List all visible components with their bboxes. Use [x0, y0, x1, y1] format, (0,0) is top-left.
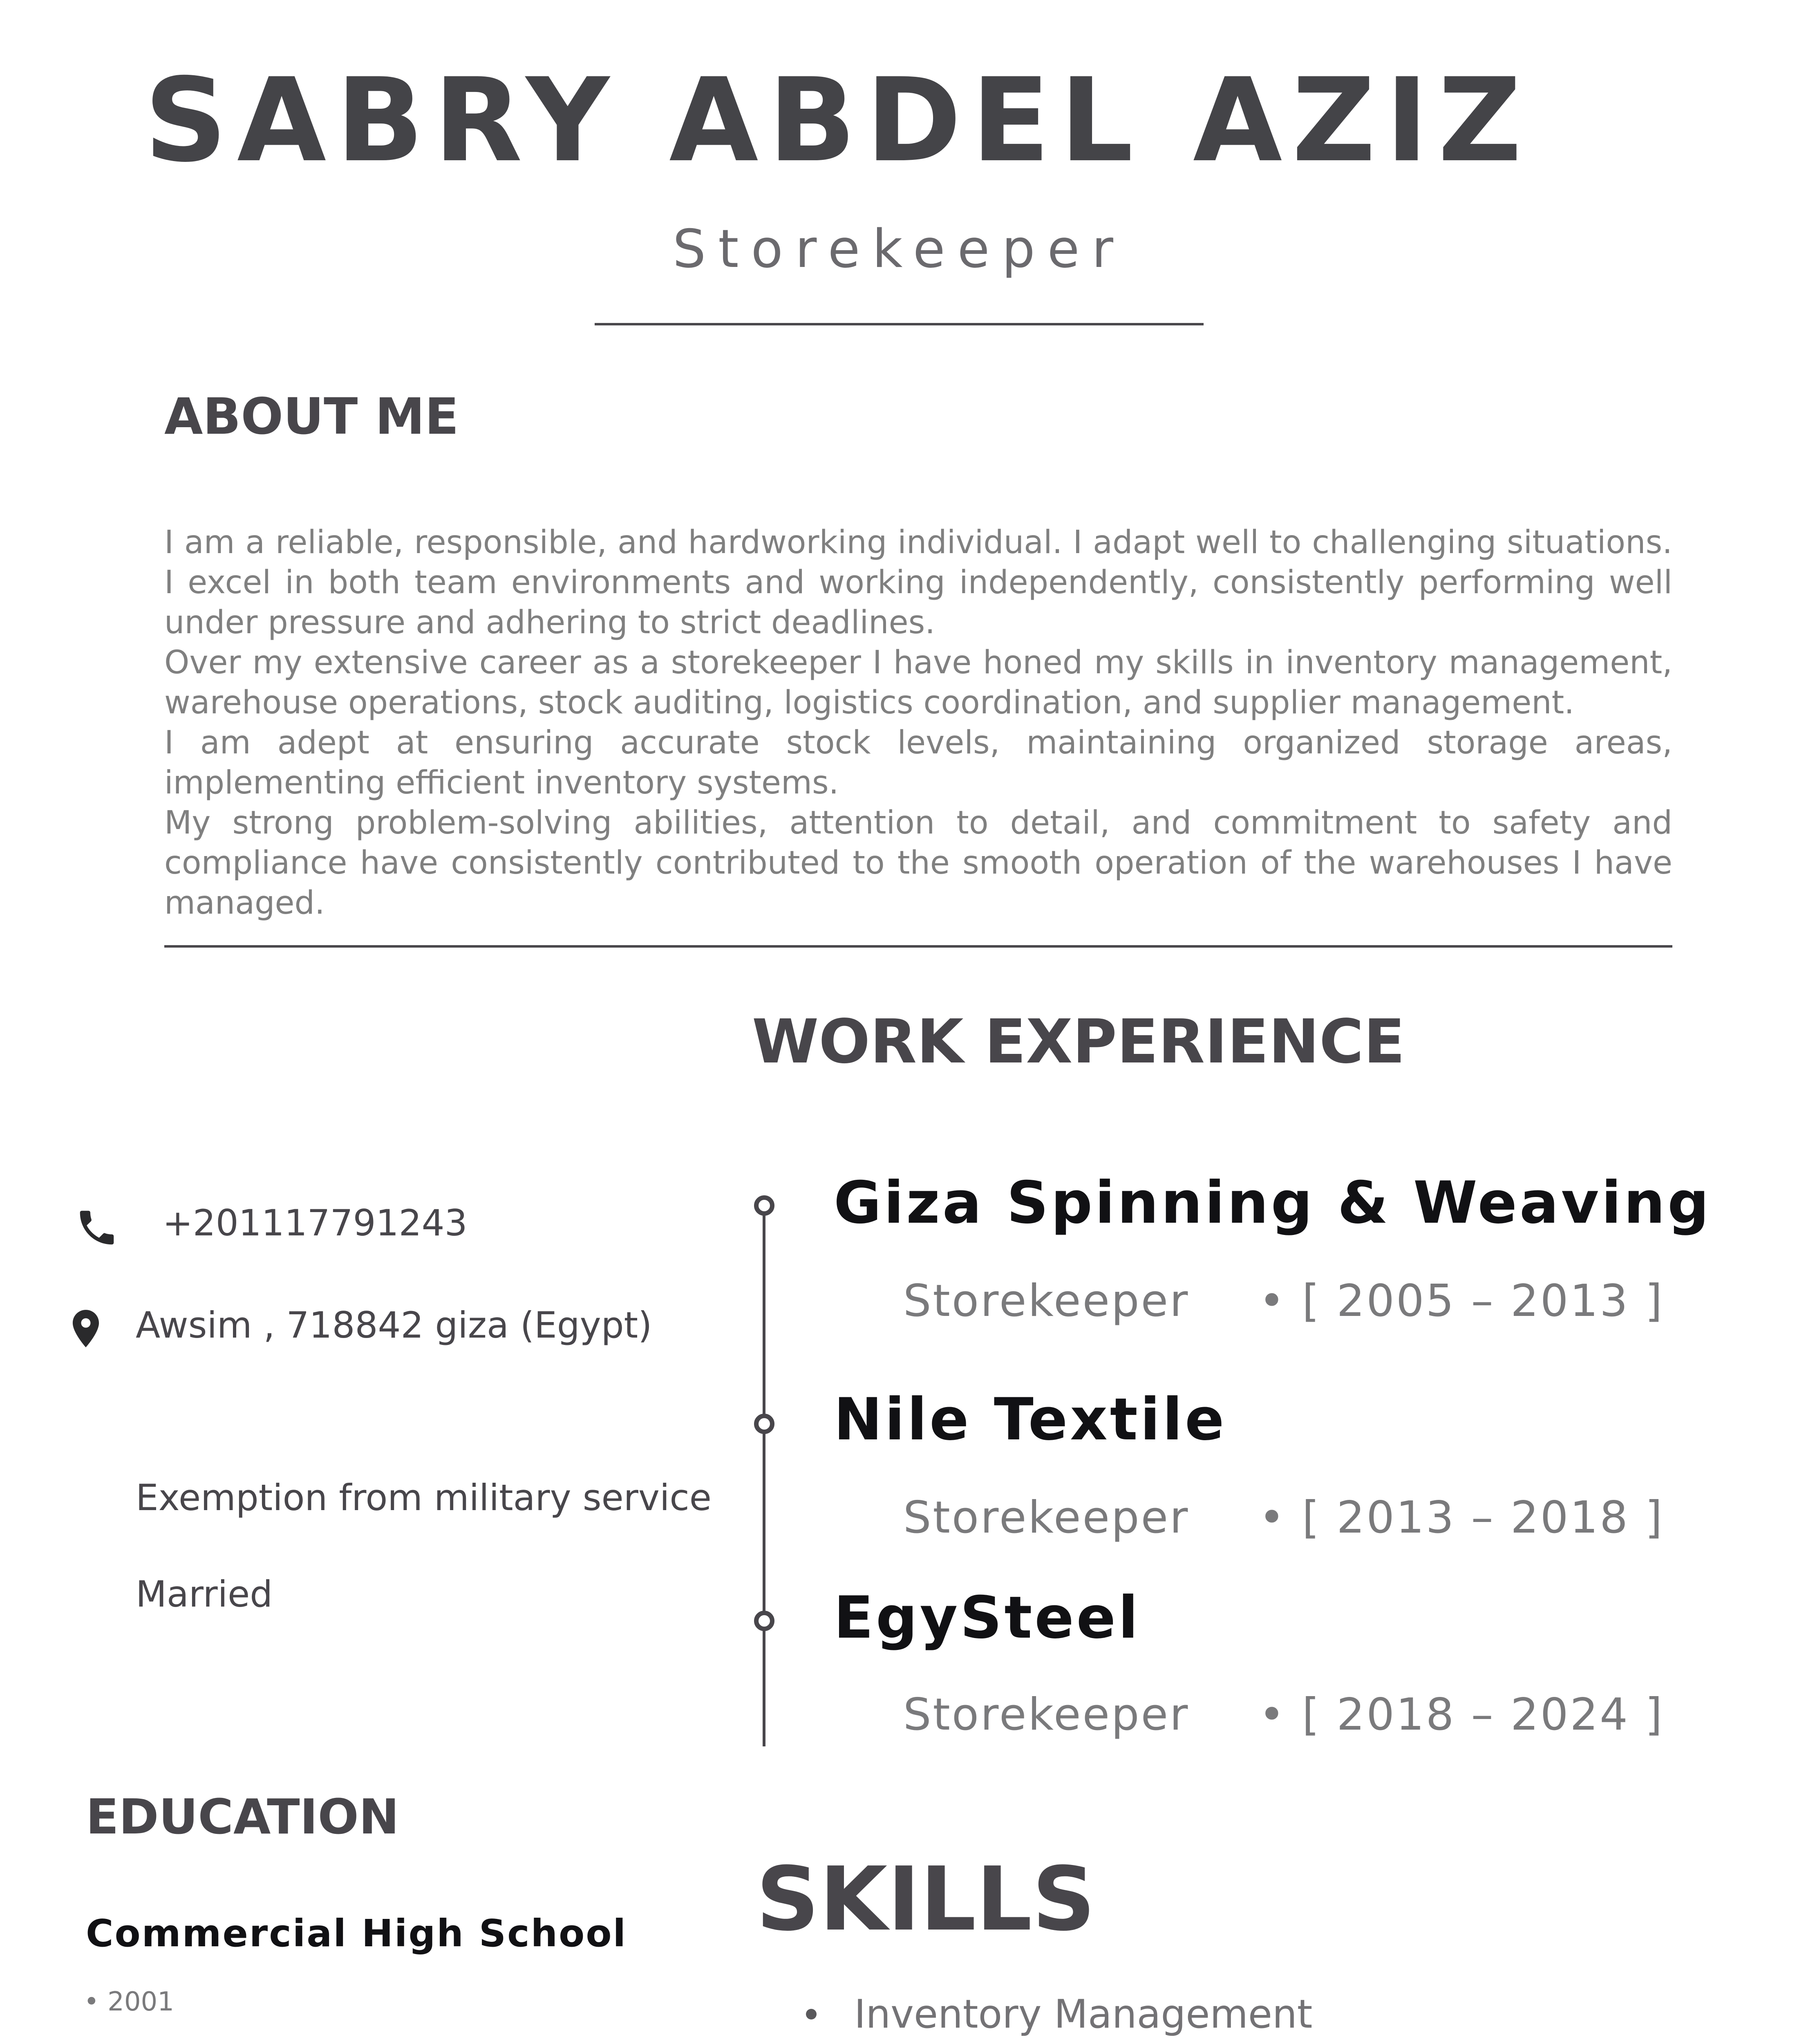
marital-status: Married: [136, 1573, 273, 1615]
timeline-dot: [754, 1195, 774, 1216]
job-role: Storekeeper: [903, 1492, 1190, 1543]
job-company: Nile Textile: [834, 1386, 1227, 1453]
skill-item: Inventory Management: [854, 1986, 1449, 2042]
job-years: • [ 2013 – 2018 ]: [1259, 1492, 1664, 1543]
phone-number: +201117791243: [163, 1202, 468, 1244]
skill-item: [854, 2042, 1449, 2044]
address: Awsim , 718842 giza (Egypt): [136, 1304, 652, 1346]
job-years: • [ 2018 – 2024 ]: [1259, 1689, 1664, 1740]
skills-list: [854, 1986, 1449, 2044]
phone-icon: [74, 1205, 119, 1250]
school-name: Commercial High School: [86, 1912, 627, 1955]
candidate-title: Storekeeper: [673, 219, 1126, 280]
job-role: Storekeeper: [903, 1275, 1190, 1327]
about-divider: [164, 945, 1672, 948]
job-company: EgySteel: [834, 1584, 1141, 1652]
title-divider: [595, 323, 1204, 325]
work-heading: WORK EXPERIENCE: [752, 1006, 1405, 1077]
skills-heading: SKILLS: [756, 1848, 1096, 1950]
about-paragraph: Over my extensive career as a storekeeper I have honed my skills in inventory management, warehouse operations, stock auditing, logistics coordination, and supplier management.: [164, 644, 1672, 721]
about-paragraph: I am a reliable, responsible, and hardworking individual. I adapt well to challenging situations. I excel in both team environments and working independently, consistently performing well under pressure and adhering to strict deadlines.: [164, 524, 1672, 641]
military-status: Exemption from military service: [136, 1477, 712, 1519]
timeline-dot: [754, 1414, 774, 1434]
location-pin-icon: [63, 1306, 108, 1351]
about-body: [164, 522, 1672, 923]
job-role: Storekeeper: [903, 1689, 1190, 1740]
about-heading: ABOUT ME: [164, 388, 459, 446]
job-company: Giza Spinning & Weaving: [834, 1169, 1712, 1237]
about-paragraph: My strong problem-solving abilities, attention to detail, and commitment to safety and compliance have consistently contributed to the smooth operation of the warehouses I have managed.: [164, 805, 1672, 921]
education-heading: EDUCATION: [86, 1788, 399, 1845]
candidate-name: SABRY ABDEL AZIZ: [144, 53, 1532, 188]
job-years: • [ 2005 – 2013 ]: [1259, 1275, 1664, 1327]
timeline-line: [763, 1207, 765, 1746]
school-year: • 2001: [84, 1987, 174, 2017]
about-paragraph: I am adept at ensuring accurate stock levels, maintaining organized storage areas, implementing efficient inventory systems.: [164, 724, 1672, 801]
timeline-dot: [754, 1611, 774, 1631]
